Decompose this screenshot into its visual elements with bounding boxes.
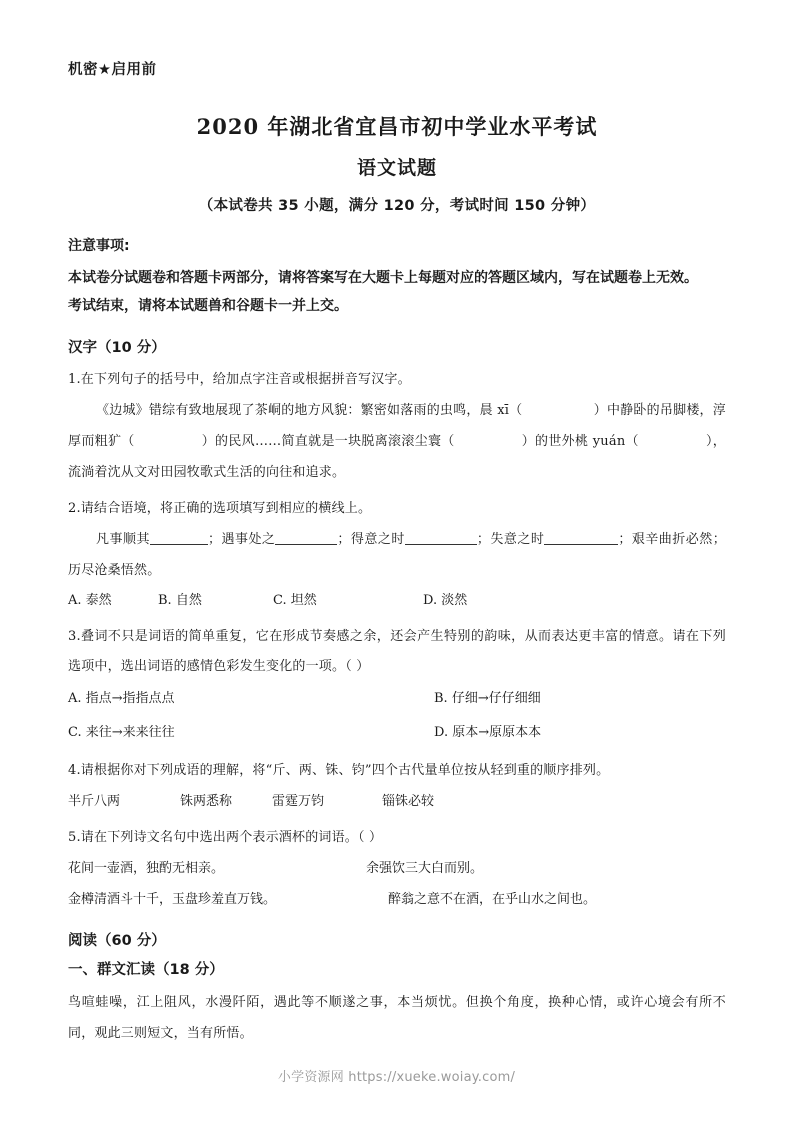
q5-line-2-right: 醉翁之意不在酒，在乎山水之间也。	[388, 892, 597, 907]
q3-option-c[interactable]: C. 来往→来来往往	[68, 725, 175, 740]
q2-blank-2[interactable]	[275, 544, 337, 545]
secrecy-notice: 机密★启用前	[68, 62, 157, 78]
exam-meta: （本试卷共 35 小题，满分 120 分，考试时间 150 分钟）	[198, 198, 596, 214]
q2-blank-3[interactable]	[405, 544, 477, 545]
question-3-stem: 3.叠词不只是词语的简单重复，它在形成节奏感之余，还会产生特别的韵味，从而表达更丰富的情意。请在下列选项中，选出词语的感情色彩发生变化的一项。（ ）	[68, 629, 726, 674]
q2-seg-b: ；遇事处之	[207, 532, 276, 547]
q1-text-part-4: ）的世外桃 yuán（	[521, 434, 639, 449]
q2-option-b[interactable]: B. 自然	[158, 593, 202, 608]
q1-text-part-2: ）中静卧的吊脚楼，淳厚而粗犷（	[68, 403, 726, 449]
notice-line-1: 本试卷分试题卷和答题卡两部分，请将答案写在大题卡上每题对应的答题区域内，写在试题卷上无效。	[68, 270, 698, 286]
page-content	[68, 58, 726, 1049]
q1-blank-1[interactable]	[522, 395, 593, 426]
question-2-fill-line	[68, 524, 726, 586]
q5-line-2-left: 金樽清酒斗十千，玉盘珍羞直万钱。	[68, 892, 277, 907]
q4-idiom-1: 半斤八两	[68, 794, 121, 809]
q2-blank-4[interactable]	[544, 544, 618, 545]
page-subtitle: 语文试题	[356, 157, 437, 179]
question-5-line-1	[68, 853, 726, 884]
q1-text-part-5: ），流淌着沈从文对田园牧歌式生活的向往和追求。	[68, 434, 726, 480]
question-3-options-row-1	[68, 682, 726, 716]
page-title: 2020 年湖北省宜昌市初中学业水平考试	[196, 114, 598, 139]
q1-text-part-1: 《边城》错综有致地展现了茶峒的地方风貌：繁密如落雨的虫鸣，晨 xī（	[96, 403, 523, 418]
question-5-stem: 5.请在下列诗文名句中选出两个表示酒杯的词语。（ ）	[68, 830, 383, 845]
q3-option-b[interactable]: B. 仔细→仔仔细细	[434, 691, 541, 706]
q2-option-c[interactable]: C. 坦然	[273, 593, 317, 608]
question-2-stem: 2.请结合语境，将正确的选项填写到相应的横线上。	[68, 501, 372, 516]
question-4-stem: 4.请根据你对下列成语的理解，将“斤、两、铢、钧”四个古代量单位按从轻到重的顺序排列。	[68, 763, 610, 778]
question-2-options	[68, 586, 726, 616]
q1-blank-2[interactable]	[135, 426, 202, 457]
notice-line-2: 考试结束，请将本试题兽和谷题卡一并上交。	[68, 298, 348, 314]
question-5-line-2	[68, 884, 726, 915]
notice-heading: 注意事项:	[68, 238, 130, 254]
section-heading-group-reading: 一、群文汇读（18 分）	[68, 962, 224, 978]
q2-option-a[interactable]: A. 泰然	[68, 593, 112, 608]
q4-idiom-2: 铢两悉称	[180, 794, 233, 809]
q3-option-d[interactable]: D. 原本→原原本本	[434, 725, 542, 740]
q2-seg-c: ；得意之时	[337, 532, 405, 547]
question-4-idioms	[68, 786, 726, 817]
section-heading-hanzi: 汉字（10 分）	[68, 340, 166, 356]
q2-seg-e: ；艰辛曲折必然；历尽沧桑悟然。	[68, 532, 726, 578]
q2-seg-a: 凡事顺其	[96, 532, 150, 547]
question-1-stem: 1.在下列句子的括号中，给加点字注音或根据拼音写汉字。	[68, 372, 411, 387]
question-3-options-row-2	[68, 716, 726, 750]
q2-option-d[interactable]: D. 淡然	[423, 593, 468, 608]
q2-seg-d: ；失意之时	[476, 532, 545, 547]
q4-idiom-3: 雷霆万钧	[272, 794, 325, 809]
q4-idiom-4: 锱铢必较	[382, 794, 435, 809]
q2-blank-1[interactable]	[150, 544, 208, 545]
q1-blank-3[interactable]	[455, 426, 522, 457]
question-1-passage	[68, 395, 726, 488]
q3-option-a[interactable]: A. 指点→指指点点	[68, 691, 175, 706]
q1-text-part-3: ）的民风……简直就是一块脱离滚滚尘寰（	[201, 434, 455, 449]
group-reading-passage: 鸟喧蛙噪，江上阻风，水漫阡陌，遇此等不顺遂之事，本当烦忧。但换个角度，换种心情，或许心境会有所不同，观此三则短文，当有所悟。	[68, 995, 726, 1041]
watermark: 小学资源网 https://xueke.woiay.com/	[277, 1070, 516, 1085]
section-heading-reading: 阅读（60 分）	[68, 933, 166, 949]
q1-blank-4[interactable]	[639, 426, 706, 457]
q5-line-1-left: 花间一壶酒，独酌无相亲。	[68, 861, 225, 876]
q5-line-1-right: 余强饮三大白而别。	[366, 861, 484, 876]
